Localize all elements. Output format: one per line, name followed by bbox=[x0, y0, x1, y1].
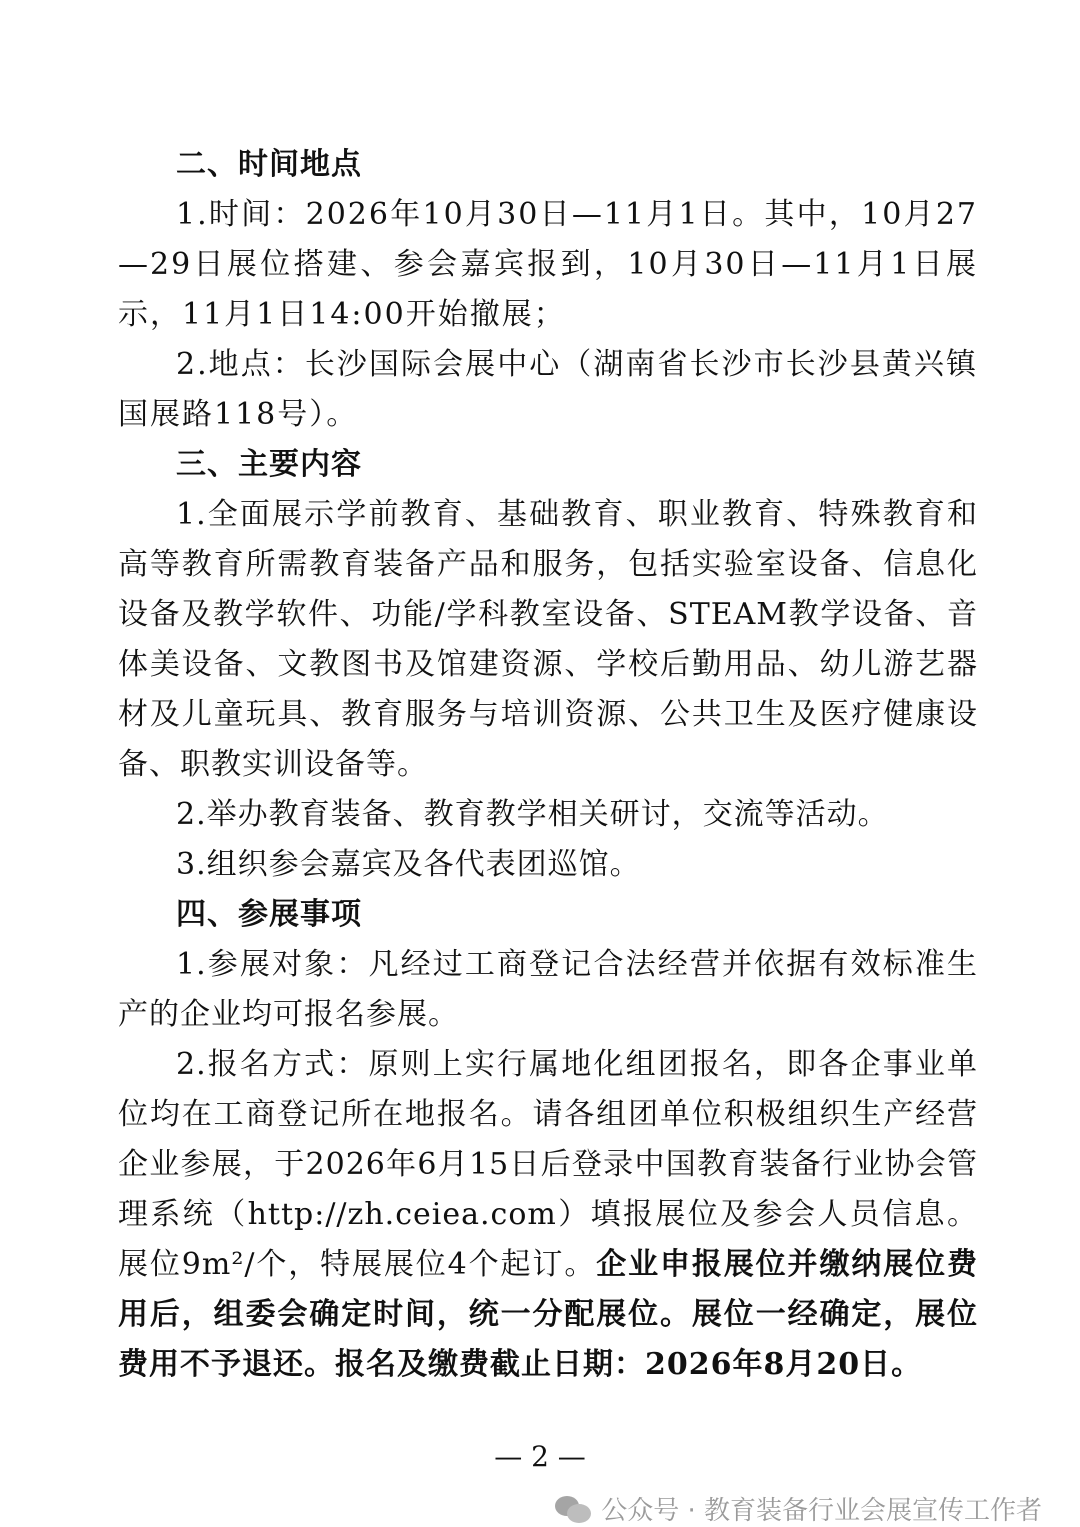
paragraph-registration bbox=[118, 1040, 978, 1390]
paragraph-content-2: 2.举办教育装备、教育教学相关研讨，交流等活动。 bbox=[176, 797, 889, 832]
section-heading-exhibition-matters: 四、参展事项 bbox=[176, 897, 362, 932]
paragraph-time: 1.时间：2026年10月30日—11月1日。其中，10月27—29日展位搭建、参会嘉宾报到，10月30日—11月1日展示，11月1日14:00开始撤展； bbox=[118, 197, 978, 332]
paragraph-content-3: 3.组织参会嘉宾及各代表团巡馆。 bbox=[176, 847, 641, 882]
registration-bold-notice: 企业申报展位并缴纳展位费用后，组委会确定时间，统一分配展位。展位一经确定，展位费用不予退还。报名及缴费截止日期：2026年8月20日。 bbox=[118, 1247, 979, 1382]
section-heading-main-content: 三、主要内容 bbox=[176, 447, 362, 482]
section-heading-time-place: 二、时间地点 bbox=[176, 147, 362, 182]
paragraph-exhibitors: 1.参展对象：凡经过工商登记合法经营并依据有效标准生产的企业均可报名参展。 bbox=[118, 947, 978, 1032]
footer-watermark bbox=[555, 1490, 1042, 1527]
paragraph-place: 2.地点：长沙国际会展中心（湖南省长沙市长沙县黄兴镇国展路118号）。 bbox=[118, 347, 978, 432]
footer-text: 公众号 · 教育装备行业会展宣传工作者 bbox=[601, 1496, 1042, 1526]
wechat-icon bbox=[555, 1494, 593, 1524]
registration-text: 2.报名方式：原则上实行属地化组团报名，即各企事业单位均在工商登记所在地报名。请各组团单位积极组织生产经营企业参展，于2026年6月15日后登录中国教育装备行业协会管理系统（http://zh.ceiea.com）填报展位及参会人员信息。展位9m²/个，特展展位4个起订。 bbox=[118, 1047, 978, 1282]
page-number: — 2 — bbox=[494, 1440, 586, 1473]
document-body bbox=[118, 140, 978, 1390]
paragraph-content-1: 1.全面展示学前教育、基础教育、职业教育、特殊教育和高等教育所需教育装备产品和服务，包括实验室设备、信息化设备及教学软件、功能/学科教室设备、STEAM教学设备、音体美设备、文教图书及馆建资源、学校后勤用品、幼儿游艺器材及儿童玩具、教育服务与培训资源、公共卫生及医疗健康设备、职教实训设备等。 bbox=[118, 497, 978, 782]
